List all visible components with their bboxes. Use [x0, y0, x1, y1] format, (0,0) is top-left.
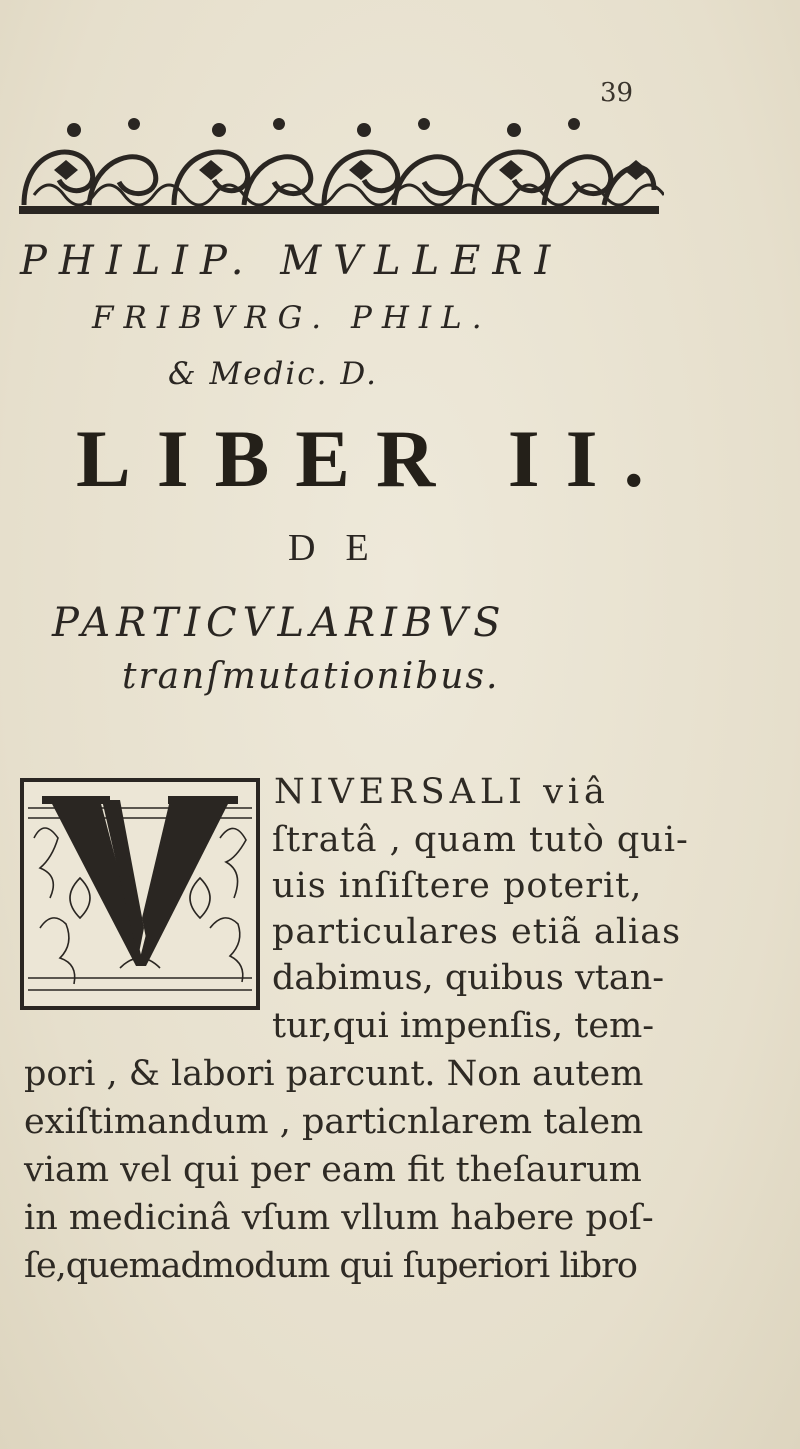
body-line-7: pori , & labori parcunt. Non autem: [24, 1054, 644, 1094]
body-line-9: viam vel qui per eam fit theſaurum: [24, 1150, 642, 1190]
decorated-initial-v: [20, 778, 260, 1010]
body-line-5: dabimus, quibus vtan-: [272, 958, 665, 998]
body-line-2: ſtratâ , quam tutò qui-: [272, 820, 689, 860]
body-line-4: particulares etiã alias: [272, 912, 682, 952]
subject-subtitle: tranſmutationibus.: [122, 656, 500, 697]
title-de: DE: [288, 527, 399, 569]
body-line-10: in medicinâ vſum vllum habere poſ-: [24, 1198, 654, 1238]
body-line-1: NIVERSALI viâ: [274, 772, 610, 812]
author-degree: & Medic. D.: [168, 356, 378, 392]
ornamental-headpiece: [14, 110, 664, 220]
book-title: LIBER II.: [76, 413, 671, 504]
subject-title: PARTICVLARIBVS: [52, 600, 507, 646]
page-number: 39: [600, 78, 634, 108]
body-line-3: uis inſiſtere poterit,: [272, 866, 643, 906]
author-city: FRIBVRG. PHIL.: [92, 300, 492, 336]
body-line-6: tur,qui impenſis, tem-: [272, 1006, 655, 1046]
body-line-8: exiſtimandum , particnlarem talem: [24, 1102, 644, 1142]
body-line-11: ſe,quemadmodum qui ſuperiori libro: [24, 1246, 637, 1286]
author-name: PHILIP. MVLLERI: [20, 238, 563, 284]
